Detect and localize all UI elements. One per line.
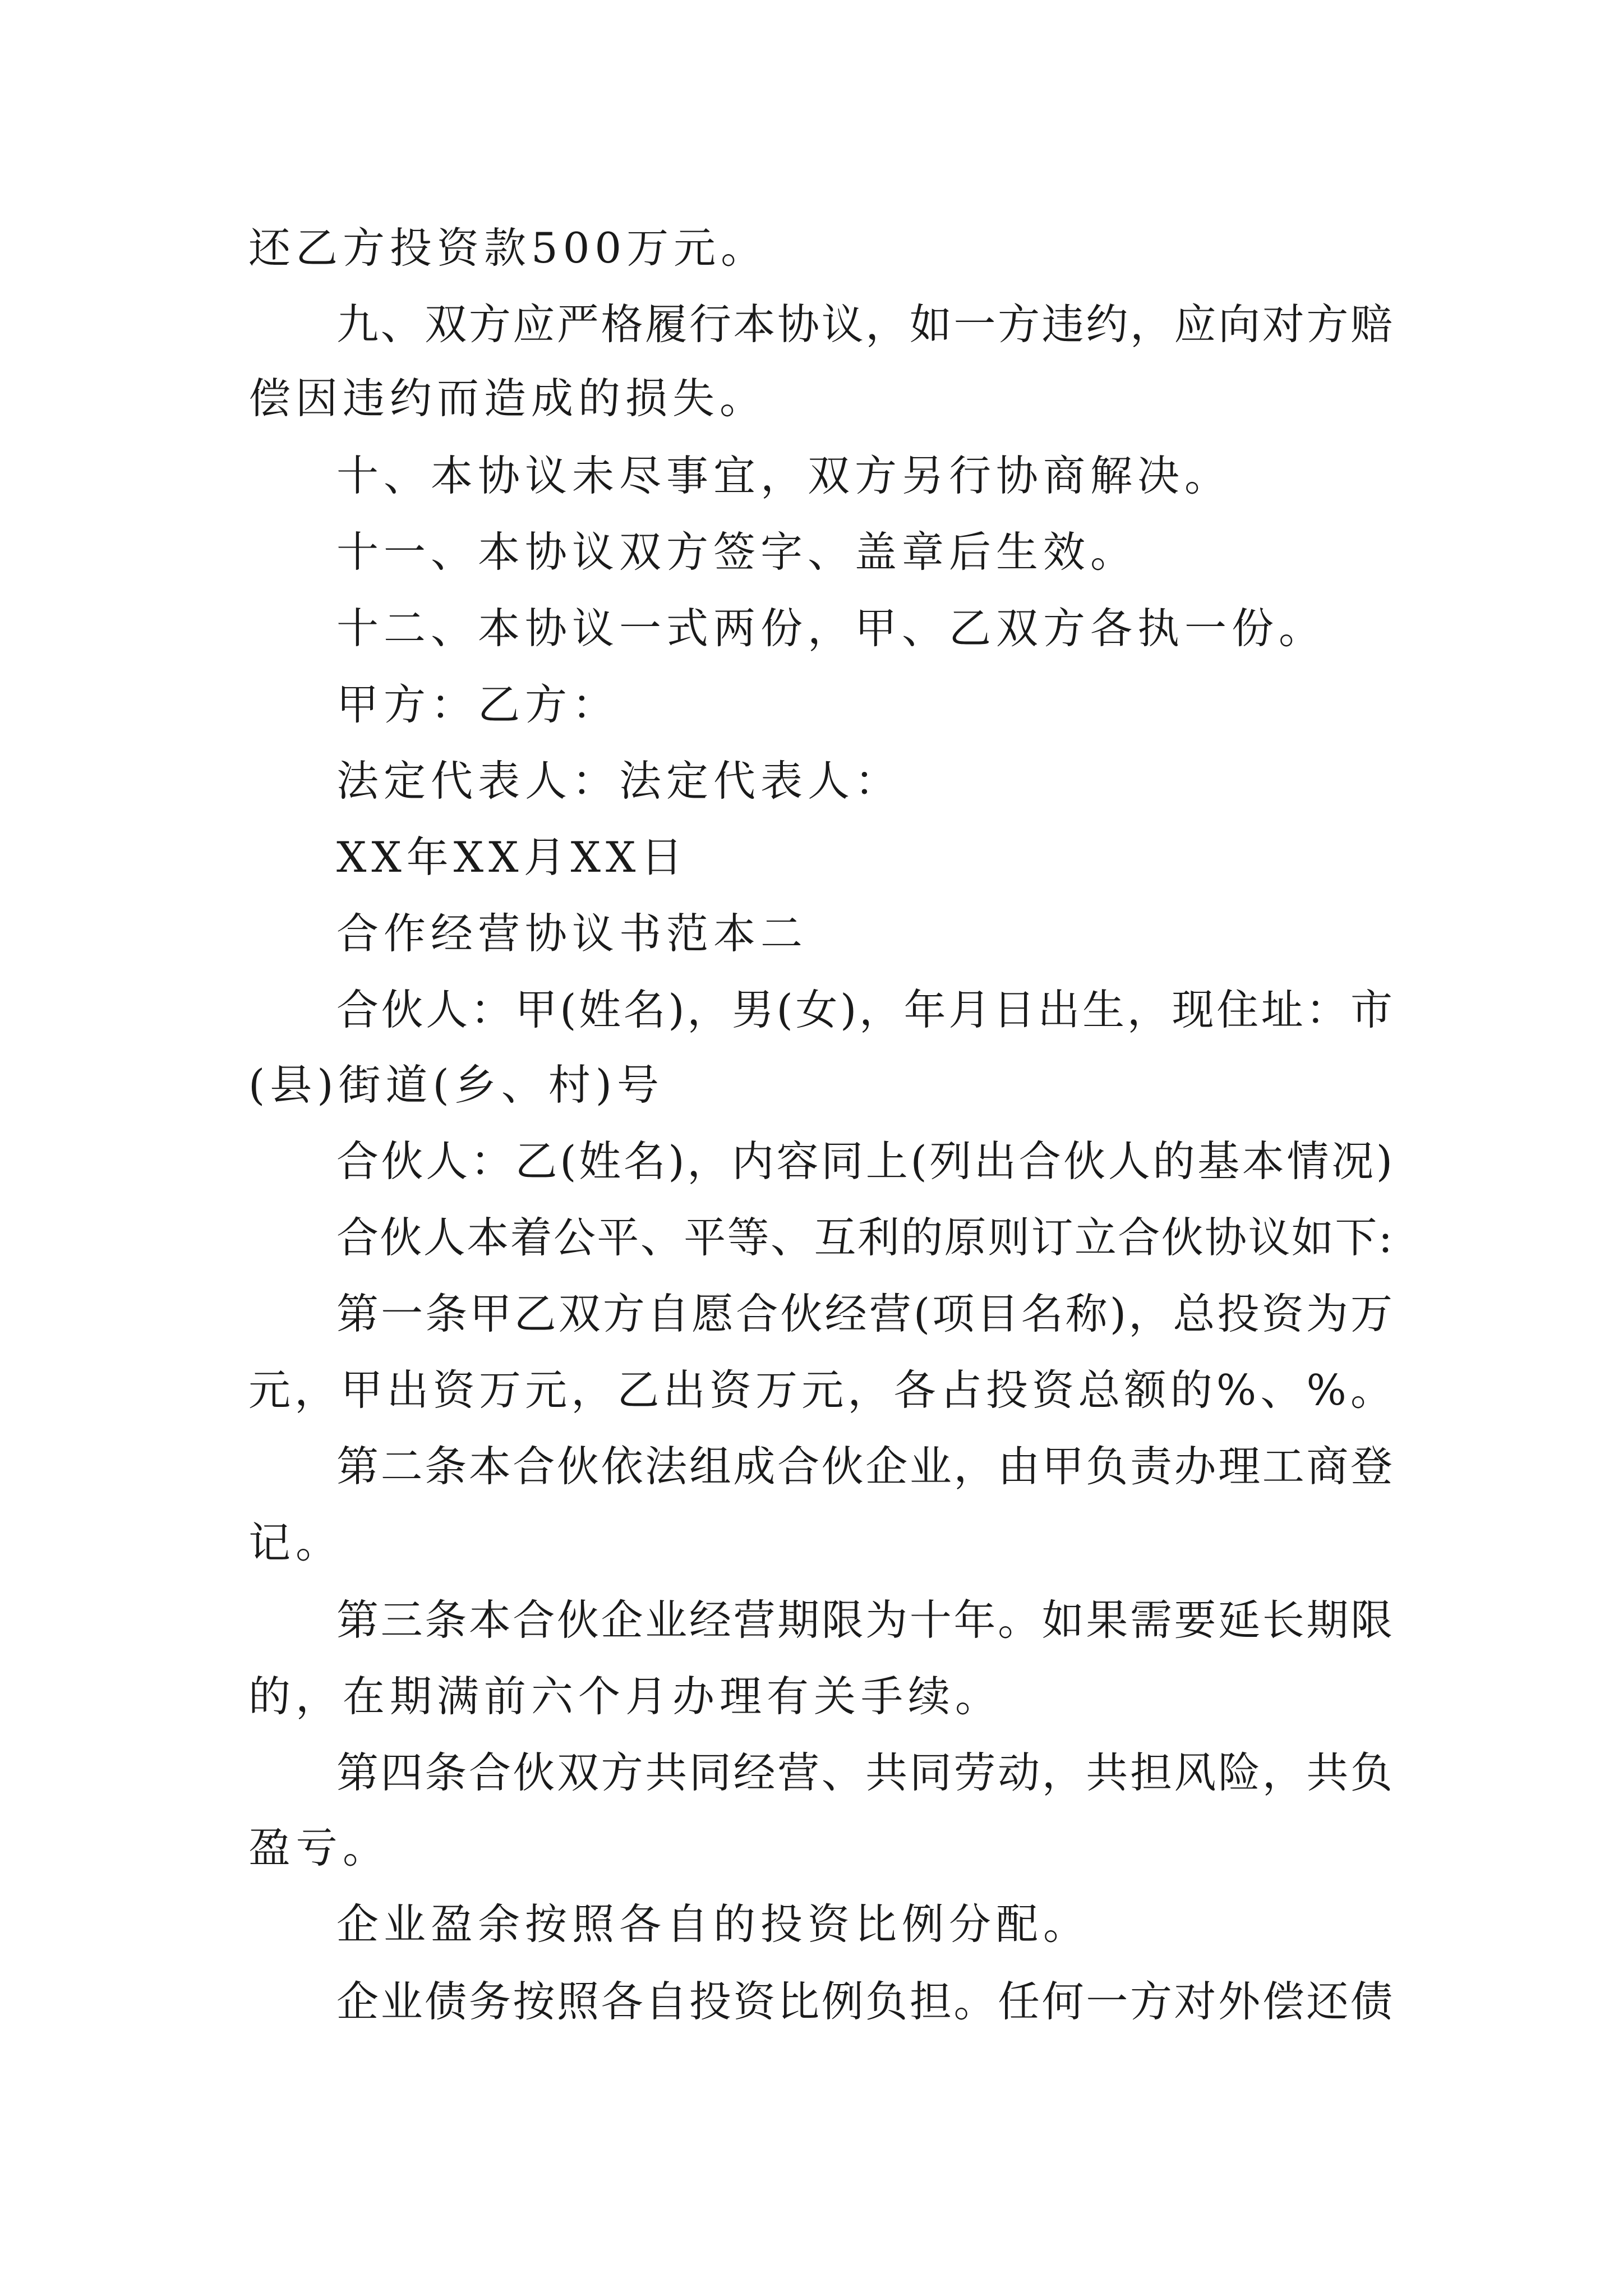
text-line: 还乙方投资款500万元。 [248,223,768,273]
text-line: 的，在期满前六个月办理有关手续。 [248,1672,1003,1721]
text-line: 第二条本合伙依法组成合伙企业，由甲负责办理工商登 [336,1442,1393,1491]
text-line: 合作经营协议书范本二 [336,909,808,958]
text-line: 元，甲出资万元，乙出资万元，各占投资总额的%、%。 [248,1365,1393,1415]
text-line: 甲方：乙方： [336,680,620,729]
text-line: 企业盈余按照各自的投资比例分配。 [336,1899,1091,1949]
text-line: 十、本协议未尽事宜，双方另行协商解决。 [336,451,1232,500]
text-line: 偿因违约而造成的损失。 [248,374,767,423]
text-line: 记。 [248,1518,343,1567]
text-line: 合伙人：甲(姓名)，男(女)，年月日出生，现住址：市 [336,985,1393,1034]
text-line: 十一、本协议双方签字、盖章后生效。 [336,527,1138,577]
text-line: 合伙人：乙(姓名)，内容同上(列出合伙人的基本情况) [336,1137,1393,1186]
text-line: 盈亏。 [248,1823,390,1872]
text-line: 第一条甲乙双方自愿合伙经营(项目名称)，总投资为万 [336,1289,1393,1338]
text-line: (县)街道(乡、村)号 [248,1060,665,1110]
text-line: XX年XX月XX日 [336,832,688,882]
text-line: 企业债务按照各自投资比例负担。任何一方对外偿还债 [336,1977,1393,2026]
text-line: 合伙人本着公平、平等、互利的原则订立合伙协议如下: [336,1213,1393,1262]
text-line: 法定代表人：法定代表人： [336,756,902,806]
text-line: 第四条合伙双方共同经营、共同劳动，共担风险，共负 [336,1748,1393,1797]
text-line: 第三条本合伙企业经营期限为十年。如果需要延长期限 [336,1595,1393,1645]
text-line: 十二、本协议一式两份，甲、乙双方各执一份。 [336,604,1326,653]
text-line: 九、双方应严格履行本协议，如一方违约，应向对方赔 [336,300,1393,349]
